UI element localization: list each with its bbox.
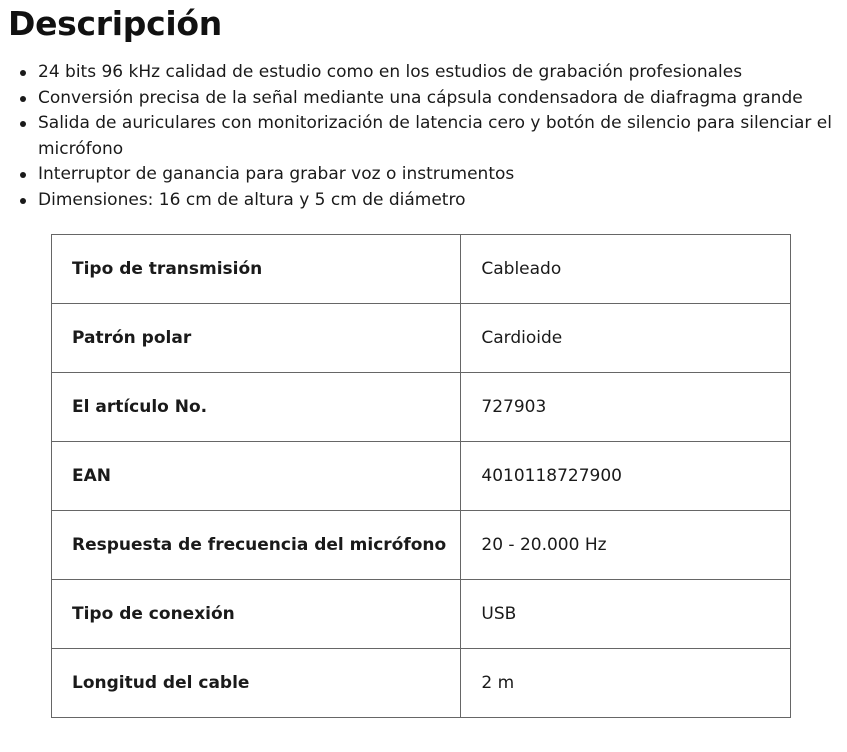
feature-item: 24 bits 96 kHz calidad de estudio como en los estudios de grabación profesionales bbox=[38, 60, 846, 86]
feature-item: Dimensiones: 16 cm de altura y 5 cm de diámetro bbox=[38, 188, 846, 214]
table-row bbox=[52, 649, 791, 718]
page-title: Descripción bbox=[8, 4, 222, 43]
spec-key: Respuesta de frecuencia del micrófono bbox=[52, 511, 461, 580]
feature-item: Interruptor de ganancia para grabar voz o instrumentos bbox=[38, 162, 846, 188]
spec-value: 727903 bbox=[461, 373, 791, 442]
spec-value: Cardioide bbox=[461, 304, 791, 373]
feature-list bbox=[38, 60, 846, 214]
table-row bbox=[52, 235, 791, 304]
spec-value: 2 m bbox=[461, 649, 791, 718]
spec-key: Tipo de conexión bbox=[52, 580, 461, 649]
table-row bbox=[52, 442, 791, 511]
spec-value: 4010118727900 bbox=[461, 442, 791, 511]
feature-item: Salida de auriculares con monitorización de latencia cero y botón de silencio para silenciar el micrófono bbox=[38, 111, 846, 162]
table-row bbox=[52, 373, 791, 442]
spec-table bbox=[51, 234, 791, 718]
table-row bbox=[52, 580, 791, 649]
spec-key: El artículo No. bbox=[52, 373, 461, 442]
spec-key: Tipo de transmisión bbox=[52, 235, 461, 304]
spec-key: Patrón polar bbox=[52, 304, 461, 373]
spec-value: 20 - 20.000 Hz bbox=[461, 511, 791, 580]
feature-item: Conversión precisa de la señal mediante una cápsula condensadora de diafragma grande bbox=[38, 86, 846, 112]
spec-key: EAN bbox=[52, 442, 461, 511]
table-row bbox=[52, 304, 791, 373]
table-row bbox=[52, 511, 791, 580]
spec-value: Cableado bbox=[461, 235, 791, 304]
spec-value: USB bbox=[461, 580, 791, 649]
spec-key: Longitud del cable bbox=[52, 649, 461, 718]
